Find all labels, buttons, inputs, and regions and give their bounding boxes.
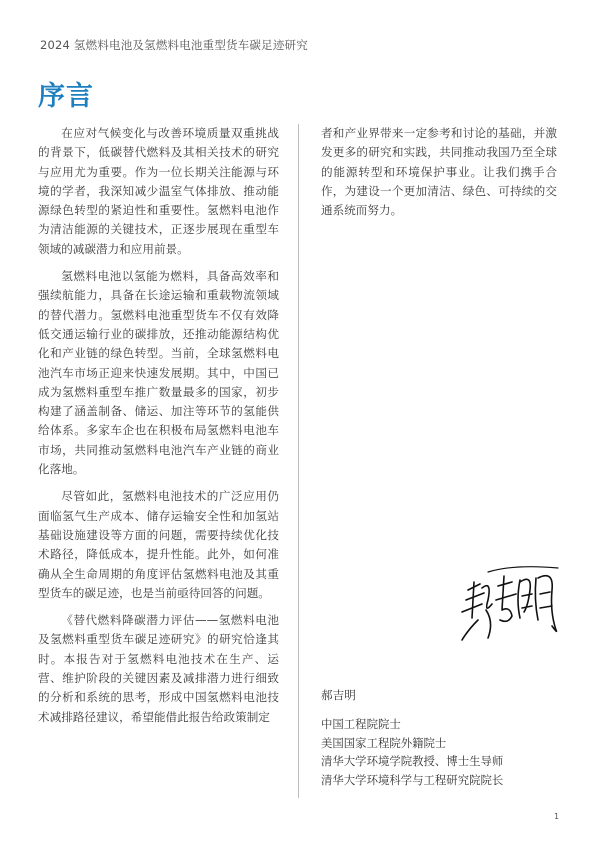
- handwritten-signature: [458, 560, 568, 650]
- affiliation-line: 美国国家工程院外籍院士: [321, 735, 447, 750]
- body-paragraph: 氢燃料电池以氢能为燃料，具备高效率和强续航能力，具备在长途运输和重载物流领域的替代潜力。氢燃料电池重型货车不仅有效降低交通运输行业的碳排放，还推动能源结构优化和产业链的绿色转型。当前，全球氢燃料电池汽车市场正迎来快速发展期。其中，中国已成为氢燃料重型车推广数量最多的国家，初步构建了涵盖制备、储运、加注等环节的氢能供给体系。多家车企也在积极布局氢燃料电池车市场，共同推动氢燃料电池汽车产业链的商业化落地。: [38, 269, 279, 477]
- page-title: 序言: [38, 81, 94, 112]
- affiliation-line: 清华大学环境科学与工程研究院院长: [321, 772, 504, 787]
- body-paragraph: 《替代燃料降碳潜力评估——氢燃料电池及氢燃料重型货车碳足迹研究》的研究恰逢其时。本报告对于氢燃料电池技术在生产、运营、维护阶段的关键因素及减排潜力进行细致的分析和系统的思考，形成中国氢燃料电池技术减排路径建议，希望能借此报告给政策制定: [38, 613, 279, 724]
- left-column: [38, 124, 279, 735]
- author-name: 郝吉明: [321, 688, 356, 702]
- body-paragraph-continued: 者和产业界带来一定参考和讨论的基础，并激发更多的研究和实践，共同推动我国乃至全球的能源转型和环境保护事业。让我们携手合作，为建设一个更加清洁、绿色、可持续的交通系统而努力。: [321, 126, 557, 218]
- column-divider: [298, 124, 299, 798]
- page-number: 1: [554, 812, 560, 821]
- body-paragraph: 尽管如此，氢燃料电池技术的广泛应用仍面临氢气生产成本、储存运输安全性和加氢站基础设施建设等方面的问题，需要持续优化技术路径，降低成本，提升性能。此外，如何准确从全生命周期的角度评估氢燃料电池及其重型货车的碳足迹，也是当前亟待回答的问题。: [38, 489, 279, 600]
- affiliation-line: 清华大学环境学院教授、博士生导师: [321, 754, 504, 768]
- affiliation-line: 中国工程院院士: [321, 717, 401, 731]
- right-column: [321, 124, 557, 228]
- running-header: 2024 氢燃料电池及氢燃料电池重型货车碳足迹研究: [40, 38, 308, 52]
- author-affiliations: [321, 715, 561, 789]
- body-paragraph: 在应对气候变化与改善环境质量双重挑战的背景下，低碳替代燃料及其相关技术的研究与应用尤为重要。作为一位长期关注能源与环境的学者，我深知减少温室气体排放、推动能源绿色转型的紧迫性和重要性。氢燃料电池作为清洁能源的关键技术，正逐步展现在重型车领域的减碳潜力和应用前景。: [38, 126, 279, 256]
